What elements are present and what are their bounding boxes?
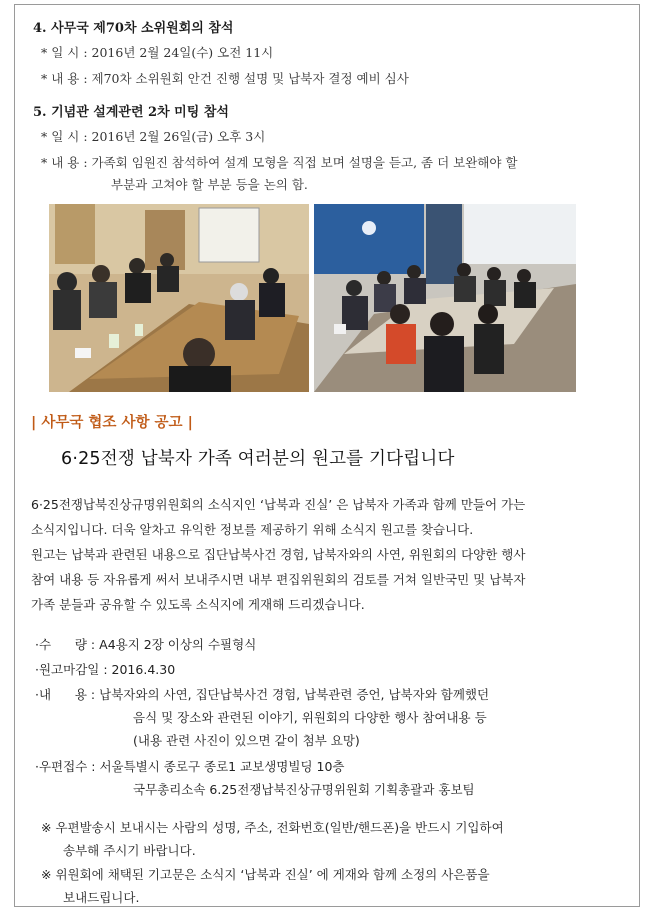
note-line: 보내드립니다. [63,890,140,905]
detail-deadline-value: 2016.4.30 [111,662,176,677]
detail-mail-value-line1: 서울특별시 종로구 종로1 교보생명빌딩 10층 [99,759,345,774]
detail-content-label: ·내 용 : [35,687,96,702]
notice-paragraph-line: 소식지입니다. 더욱 알차고 유익한 정보를 제공하기 위해 소식지 원고를 찾습니다. [31,522,474,537]
meeting-photo-right-image [314,204,576,392]
detail-amount [35,635,256,653]
detail-mail-label: ·우편접수 : [35,759,96,774]
detail-mail [35,757,344,775]
detail-mail-value-line2: 국무총리소속 6.25전쟁납북진상규명위원회 기획총괄과 홍보팀 [133,782,475,797]
item5-content-line1: * 내 용 : 가족회 임원진 참석하여 설계 모형을 직접 보며 설명을 듣고, 좀 더 보완해야 할 [41,155,518,170]
meeting-photo-left [49,204,309,392]
notice-paragraph-line: 참여 내용 등 자유롭게 써서 보내주시면 내부 편집위원회의 검토를 거쳐 일반국민 및 납북자 [31,572,526,587]
notice-paragraph-line: 원고는 납북과 관련된 내용으로 집단납북사건 경험, 납북자와의 사연, 위원회의 다양한 행사 [31,547,526,562]
detail-content-value-line1: 납북자와의 사연, 집단납북사건 경험, 납북관련 증언, 납북자와 함께했던 [99,687,490,702]
item5-date: * 일 시 : 2016년 2월 26일(금) 오후 3시 [41,129,266,144]
meeting-photo-right [314,204,576,392]
item4-title: 4. 사무국 제70차 소위원회의 참석 [33,21,234,36]
document-page [14,4,640,907]
detail-deadline [35,660,175,678]
detail-content [35,685,489,703]
note-line: 송부해 주시기 바랍니다. [63,843,196,858]
note-line: ※ 우편발송시 보내시는 사람의 성명, 주소, 전화번호(일반/핸드폰)을 반드시 기입하여 [41,820,504,835]
notice-section-label: | 사무국 협조 사항 공고 | [31,415,193,431]
item4-date: * 일 시 : 2016년 2월 24일(수) 오전 11시 [41,45,274,60]
detail-amount-label: ·수 량 : [35,637,96,652]
detail-amount-value: A4용지 2장 이상의 수필형식 [99,637,257,652]
item4-content: * 내 용 : 제70차 소위원회 안건 진행 설명 및 납북자 결정 예비 심사 [41,71,409,86]
notice-paragraph-line: 6·25전쟁납북진상규명위원회의 소식지인 ‘납북과 진실’ 은 납북자 가족과 함께 만들어 가는 [31,497,526,512]
detail-deadline-label: ·원고마감일 : [35,662,108,677]
notice-paragraph-line: 가족 분들과 공유할 수 있도록 소식지에 게재해 드리겠습니다. [31,597,365,612]
detail-content-value-line2: 음식 및 장소와 관련된 이야기, 위원회의 다양한 행사 참여내용 등 [133,710,487,725]
item5-title: 5. 기념관 설계관련 2차 미팅 참석 [33,105,229,120]
detail-content-value-line3: (내용 관련 사진이 있으면 같이 첨부 요망) [133,733,360,748]
notice-headline: 6·25전쟁 납북자 가족 여러분의 원고를 기다립니다 [61,449,455,469]
item5-content-line2: 부분과 고쳐야 할 부분 등을 논의 함. [111,177,308,192]
note-line: ※ 위원회에 채택된 기고문은 소식지 ‘납북과 진실’ 에 게재와 함께 소정의 사은품을 [41,867,490,882]
meeting-photo-left-image [49,204,309,392]
